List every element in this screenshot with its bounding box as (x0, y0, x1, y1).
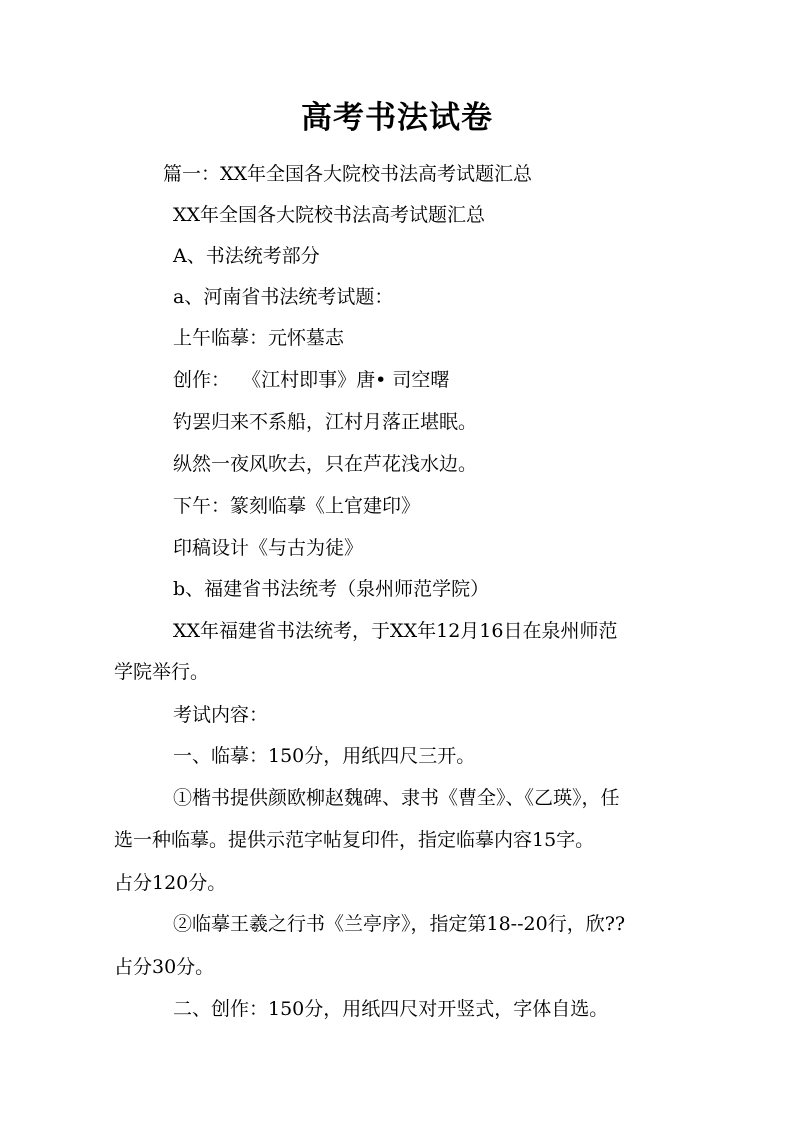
paragraph-line: 创作： 《江村即事》唐• 司空曙 (173, 369, 450, 391)
paragraph-line: 篇一：XX年全国各大院校书法高考试题汇总 (163, 163, 533, 185)
paragraph-line: 一、临摹：150分，用纸四尺三开。 (173, 745, 476, 767)
paragraph-line: b、福建省书法统考（泉州师范学院） (173, 578, 490, 600)
paragraph-line: 印稿设计《与古为徒》 (173, 537, 364, 559)
paragraph-line: 上午临摹：元怀墓志 (173, 327, 345, 349)
poem-line: 钓罢归来不系船，江村月落正堪眠。 (173, 411, 478, 433)
poem-line: 纵然一夜风吹去，只在芦花浅水边。 (173, 453, 478, 475)
paragraph-line: a、河南省书法统考试题： (173, 286, 394, 308)
paragraph-line: ②临摹王羲之行书《兰亭序》，指定第18--20行，欣?? (173, 913, 626, 935)
paragraph-line: 选一种临摹。提供示范字帖复印件，指定临摹内容15字。 (114, 829, 595, 851)
paragraph-line: A、书法统考部分 (173, 245, 320, 267)
paragraph-line: 占分30分。 (114, 956, 215, 978)
paragraph-line: XX年全国各大院校书法高考试题汇总 (173, 204, 486, 226)
paragraph-line: ①楷书提供颜欧柳赵魏碑、隶书《曹全》、《乙瑛》，任 (173, 787, 620, 809)
paragraph-line: 下午：篆刻临摹《上官建印》 (173, 495, 421, 517)
paragraph-line: 学院举行。 (114, 661, 210, 683)
paragraph-line: 二、创作：150分，用纸四尺对开竖式，字体自选。 (173, 998, 609, 1020)
paragraph-line: 占分120分。 (114, 872, 227, 894)
paragraph-line: 考试内容： (173, 704, 269, 726)
paragraph-line: XX年福建省书法统考，于XX年12月16日在泉州师范 (173, 620, 618, 642)
document-title: 高考书法试卷 (301, 100, 493, 136)
